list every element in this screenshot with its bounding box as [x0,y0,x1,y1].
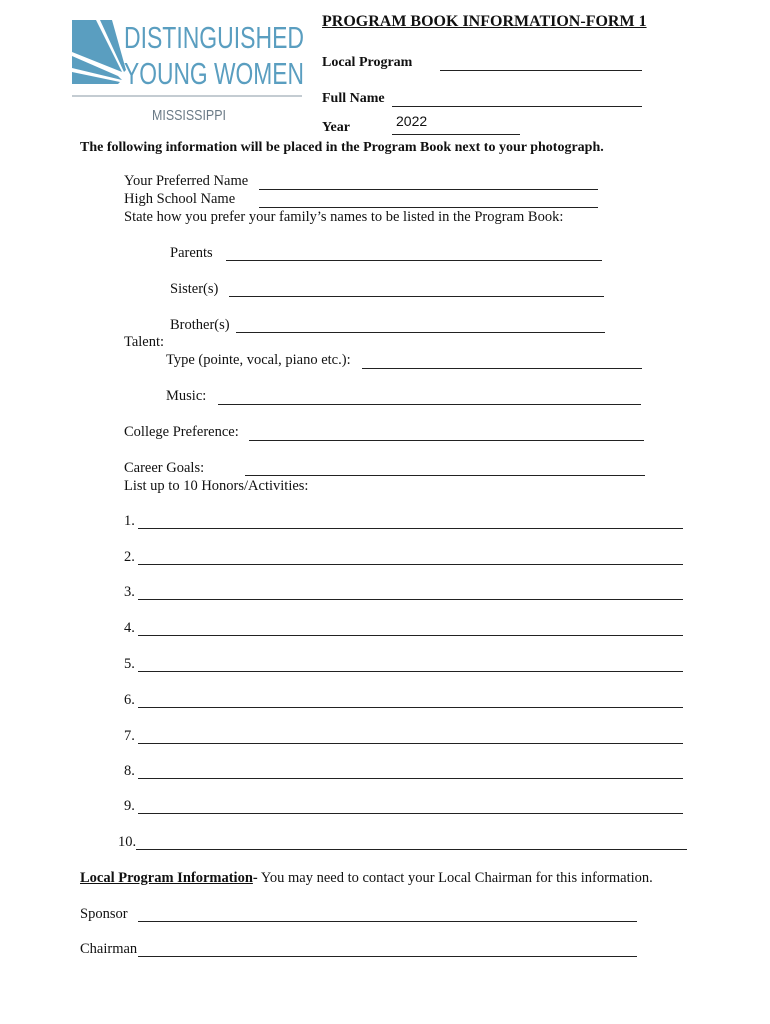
honor-number: 9. [124,798,135,814]
honor-number: 6. [124,692,135,708]
distinguished-young-women-logo [70,12,310,124]
sisters-label: Sister(s) [170,281,219,297]
sponsor-input-line[interactable] [138,921,637,922]
talent-label: Talent: [124,334,165,350]
talent-type-label: Type (pointe, vocal, piano etc.): [166,352,351,368]
sponsor-label: Sponsor [80,906,128,922]
honor-input-line[interactable] [138,671,683,672]
honor-input-line[interactable] [138,564,683,565]
local-info-dash: - [252,870,258,886]
honor-number: 4. [124,620,135,636]
local-info-paragraph [80,870,653,887]
music-input-line[interactable] [218,404,641,405]
parents-label: Parents [170,245,213,261]
preferred-name-label: Your Preferred Name [124,173,249,189]
family-instruction: State how you prefer your family’s names to be listed in the Program Book: [124,209,564,225]
intro-text: The following information will be placed in the Program Book next to your photograph. [80,140,604,155]
form-title: PROGRAM BOOK INFORMATION-FORM 1 [322,13,647,30]
honor-input-line[interactable] [138,743,683,744]
honor-number: 8. [124,763,135,779]
honor-number: 10. [118,834,137,850]
honor-input-line[interactable] [138,813,683,814]
logo-line1: DISTINGUISHED [124,20,304,55]
local-program-label: Local Program [322,55,413,70]
honor-number: 3. [124,584,135,600]
brothers-label: Brother(s) [170,317,230,333]
local-info-note: You may need to contact your Local Chairman for this information. [257,870,653,886]
high-school-input-line[interactable] [259,207,598,208]
honor-number: 2. [124,549,135,565]
sisters-input-line[interactable] [229,296,604,297]
career-input-line[interactable] [245,475,645,476]
honor-input-line[interactable] [138,599,683,600]
local-info-heading: Local Program Information [80,870,253,886]
local-program-input-line[interactable] [440,70,642,71]
parents-input-line[interactable] [226,260,602,261]
honor-number: 7. [124,728,135,744]
chairman-input-line[interactable] [138,956,637,957]
full-name-input-line[interactable] [392,106,642,107]
preferred-name-input-line[interactable] [259,189,598,190]
honor-number: 5. [124,656,135,672]
music-label: Music: [166,388,207,404]
logo-state: MISSISSIPPI [152,107,226,124]
brothers-input-line[interactable] [236,332,605,333]
college-input-line[interactable] [249,440,644,441]
honor-input-line[interactable] [138,707,683,708]
honor-number: 1. [124,513,135,529]
chairman-label: Chairman [80,941,138,957]
year-value[interactable]: 2022 [396,113,428,129]
year-label: Year [322,120,350,135]
full-name-label: Full Name [322,91,385,106]
career-label: Career Goals: [124,460,205,476]
honor-input-line[interactable] [138,778,683,779]
college-label: College Preference: [124,424,239,440]
honors-instruction: List up to 10 Honors/Activities: [124,478,309,494]
honor-input-line[interactable] [138,528,683,529]
high-school-label: High School Name [124,191,236,207]
talent-type-input-line[interactable] [362,368,642,369]
year-input-line[interactable] [392,134,520,135]
honor-input-line[interactable] [138,635,683,636]
logo-line2: YOUNG WOMEN [124,56,304,91]
logo-rays-icon [72,20,126,84]
honor-input-line[interactable] [136,849,687,850]
